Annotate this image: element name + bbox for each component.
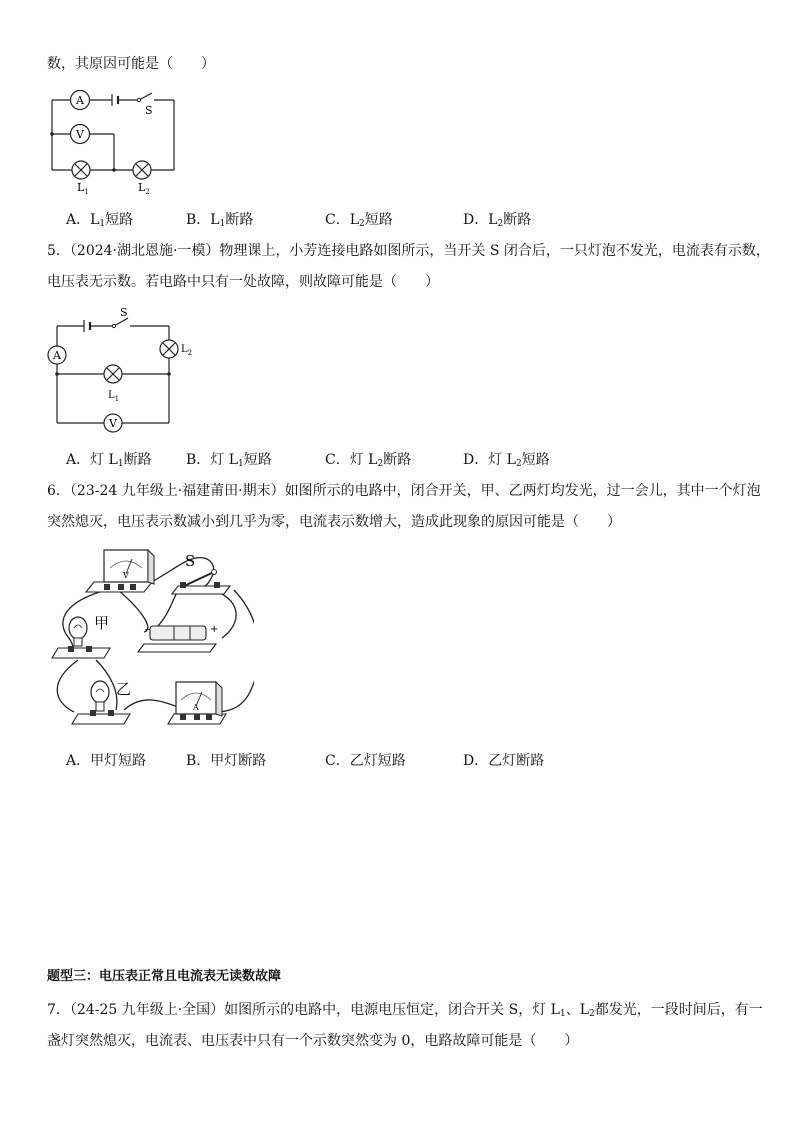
section-heading: 题型三：电压表正常且电流表无读数故障 xyxy=(47,969,282,984)
q6-stem-line2: 突然熄灭，电压表示数减小到几乎为零，电流表示数增大，造成此现象的原因可能是（ ） xyxy=(47,514,621,530)
svg-text:V: V xyxy=(123,571,129,580)
q5-circuit-figure xyxy=(44,304,194,434)
q5-option-b[interactable]: B．灯 $L_1$短路 xyxy=(186,452,272,469)
svg-text:V: V xyxy=(109,417,117,430)
voltmeter-device xyxy=(86,550,154,592)
q4-option-a[interactable]: A．$L_1$短路 xyxy=(66,212,134,229)
q5-stem-line2: 电压表无示数。若电路中只有一处故障，则故障可能是（ ） xyxy=(47,274,439,290)
svg-text:+: + xyxy=(210,624,219,635)
lamp-l2-symbol xyxy=(160,340,178,358)
svg-text:−: − xyxy=(144,625,151,634)
q4-stem-tail: 数，其原因可能是（ ） xyxy=(47,56,215,72)
q5-stem-line1: 5．（2024·湖北恩施·一模）物理课上，小芳连接电路如图所示，当开关 S 闭合后，一只灯泡不发光，电流表有示数， xyxy=(47,243,770,259)
svg-text:A: A xyxy=(193,703,199,712)
svg-text:V: V xyxy=(76,128,84,141)
q7-stem-line1: 7．（24-25 九年级上·全国）如图所示的电路中，电源电压恒定，闭合开关 S，灯 $L_1$、$L_2$都发光，一段时间后，有一 xyxy=(47,1002,763,1019)
lamp-l2-label: $L_2$ xyxy=(181,344,193,357)
q6-option-c[interactable]: C．乙灯短路 xyxy=(325,753,406,769)
switch-label: S xyxy=(145,104,153,117)
q5-option-d[interactable]: D．灯 $L_2$短路 xyxy=(463,452,550,469)
lamp-yi-device xyxy=(72,680,131,724)
q4-option-c[interactable]: C．$L_2$短路 xyxy=(325,212,393,229)
lamp-l1-symbol xyxy=(72,161,90,179)
svg-text:A: A xyxy=(53,349,61,362)
switch-device xyxy=(172,552,230,594)
voltmeter-symbol xyxy=(104,414,122,432)
ammeter-symbol xyxy=(48,346,66,364)
lamp-l1-label: $L_1$ xyxy=(108,390,120,403)
q6-option-d[interactable]: D．乙灯断路 xyxy=(463,753,545,769)
q6-option-b[interactable]: B．甲灯断路 xyxy=(186,753,267,769)
q6-option-a[interactable]: A．甲灯短路 xyxy=(66,753,147,769)
ammeter-device xyxy=(168,682,226,724)
voltmeter-symbol xyxy=(71,125,90,144)
svg-text:S: S xyxy=(185,552,196,570)
q5-option-a[interactable]: A．灯 $L_1$断路 xyxy=(66,452,152,469)
q4-option-b[interactable]: B．$L_1$断路 xyxy=(186,212,254,229)
q7-stem-line2: 盏灯突然熄灭，电流表、电压表中只有一个示数突然变为 0，电路故障可能是（ ） xyxy=(47,1033,579,1049)
battery-device xyxy=(138,624,218,652)
q4-option-d[interactable]: D．$L_2$断路 xyxy=(463,212,532,229)
lamp-jia-device xyxy=(52,614,110,658)
svg-text:A: A xyxy=(76,94,84,107)
switch-label: S xyxy=(120,306,128,319)
q5-option-c[interactable]: C．灯 $L_2$断路 xyxy=(325,452,412,469)
lamp-l1-label: $L_1$ xyxy=(77,181,89,196)
svg-text:乙: 乙 xyxy=(116,680,132,698)
q4-circuit-figure xyxy=(44,85,184,197)
svg-text:甲: 甲 xyxy=(94,614,110,632)
lamp-l2-label: $L_2$ xyxy=(138,181,150,196)
q6-physical-circuit-figure xyxy=(44,542,254,737)
lamp-l2-symbol xyxy=(133,161,151,179)
ammeter-symbol xyxy=(71,91,90,110)
q6-stem-line1: 6．（23-24 九年级上·福建莆田·期末）如图所示的电路中，闭合开关，甲、乙两灯均发光，过一会儿，其中一个灯泡 xyxy=(47,483,761,499)
lamp-l1-symbol xyxy=(104,365,122,383)
